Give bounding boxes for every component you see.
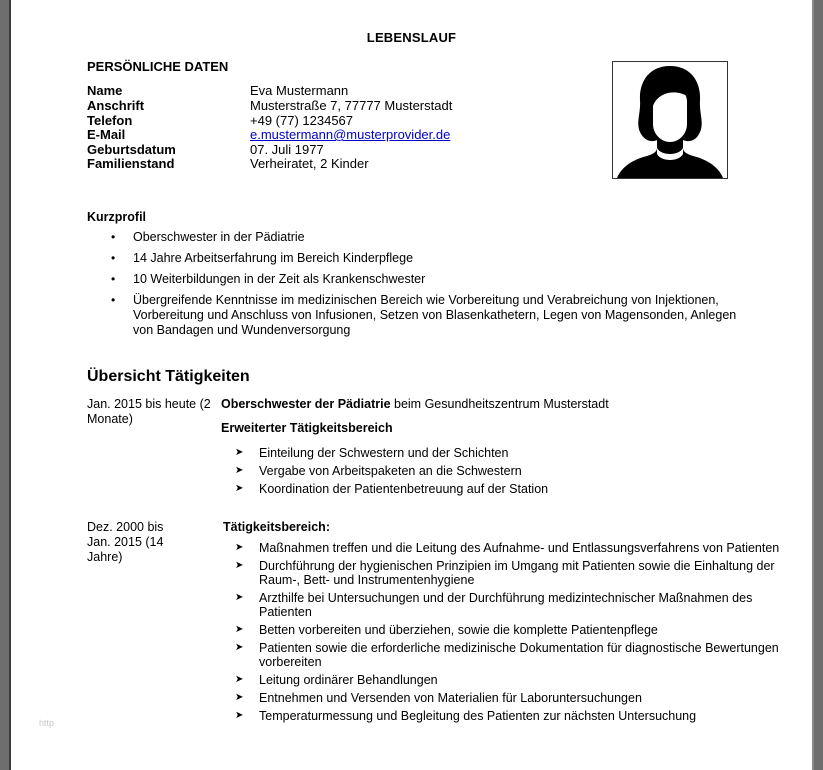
list-item: ➤ Vergabe von Arbeitspaketen an die Schwestern xyxy=(235,464,522,478)
arrow-bullet-icon: ➤ xyxy=(235,560,244,571)
bullet-dot-icon: • xyxy=(111,251,116,265)
entry2-task-list xyxy=(235,541,795,723)
list-item: ➤ Koordination der Patientenbetreuung auf der Station xyxy=(235,482,549,496)
activities-heading: Übersicht Tätigkeiten xyxy=(87,368,250,385)
arrow-bullet-icon: ➤ xyxy=(235,674,244,685)
arrow-bullet-icon: ➤ xyxy=(235,592,244,603)
watermark-text: http xyxy=(39,718,55,728)
family-label: Familienstand xyxy=(87,156,175,171)
name-label: Name xyxy=(87,83,123,98)
entry1-subheading: Erweiterter Tätigkeitsbereich xyxy=(221,421,393,435)
silhouette-avatar-icon xyxy=(612,61,728,179)
list-item: ➤ Durchführung der hygienischen Prinzipien im Umgang mit Patienten sowie die Einhaltung der Raum-, Bett- und Instrumentenhygiene xyxy=(235,559,775,587)
bullet-dot-icon: • xyxy=(111,272,116,286)
list-item: ➤ Arzthilfe bei Untersuchungen und der Durchführung medizintechnischer Maßnahmen des Patienten xyxy=(235,591,753,619)
arrow-bullet-icon: ➤ xyxy=(235,542,244,553)
entry2-subheading: Tätigkeitsbereich: xyxy=(223,520,330,534)
entry1-date: Jan. 2015 bis heute (2 Monate) xyxy=(87,397,211,426)
entry2-date: Dez. 2000 bis Jan. 2015 (14 Jahre) xyxy=(87,520,164,564)
list-item: • Oberschwester in der Pädiatrie xyxy=(111,230,305,244)
page-right-edge xyxy=(812,0,814,770)
cv-page xyxy=(9,0,814,770)
list-item: • Übergreifende Kenntnisse im medizinischen Bereich wie Vorbereitung und Verabreichung von Injektionen, Vorbereitung und Anschluss von Infusionen, Setzen von Blasenkathetern, Legen von Magensonden, Anlegen von Bandagen und Wundenversorgung xyxy=(111,293,737,337)
document-title: LEBENSLAUF xyxy=(366,30,457,45)
email-link[interactable]: e.mustermann@musterprovider.de xyxy=(250,127,451,142)
personal-data-heading: PERSÖNLICHE DATEN xyxy=(87,59,229,74)
arrow-bullet-icon: ➤ xyxy=(235,710,244,721)
list-item: • 10 Weiterbildungen in der Zeit als Krankenschwester xyxy=(111,272,426,286)
arrow-bullet-icon: ➤ xyxy=(235,692,244,703)
phone-value: +49 (77) 1234567 xyxy=(250,113,354,128)
birthdate-label: Geburtsdatum xyxy=(87,142,176,157)
entry1-position xyxy=(221,397,609,412)
list-item: ➤ Patienten sowie die erforderliche medizinische Dokumentation für diagnostische Bewertungen vorbereiten xyxy=(235,641,779,669)
address-label: Anschrift xyxy=(87,98,145,113)
bullet-dot-icon: • xyxy=(111,230,116,244)
arrow-bullet-icon: ➤ xyxy=(235,483,244,494)
kurzprofil-heading: Kurzprofil xyxy=(87,210,147,224)
phone-label: Telefon xyxy=(87,113,133,128)
family-value: Verheiratet, 2 Kinder xyxy=(250,156,369,171)
name-value: Eva Mustermann xyxy=(250,83,349,98)
list-item: ➤ Betten vorbereiten und überziehen, sowie die komplette Patientenpflege xyxy=(235,623,658,637)
page-left-edge xyxy=(9,0,11,770)
list-item: ➤ Leitung ordinärer Behandlungen xyxy=(235,673,438,687)
arrow-bullet-icon: ➤ xyxy=(235,465,244,476)
entry1-task-list xyxy=(235,446,795,496)
kurzprofil-list xyxy=(109,230,759,344)
arrow-bullet-icon: ➤ xyxy=(235,642,244,653)
address-value: Musterstraße 7, 77777 Musterstadt xyxy=(250,98,453,113)
arrow-bullet-icon: ➤ xyxy=(235,447,244,458)
list-item: ➤ Einteilung der Schwestern und der Schichten xyxy=(235,446,509,460)
arrow-bullet-icon: ➤ xyxy=(235,624,244,635)
bullet-dot-icon: • xyxy=(111,293,116,307)
entry1-employer: beim Gesundheitszentrum Musterstadt xyxy=(390,397,609,411)
list-item: ➤ Entnehmen und Versenden von Materialien für Laboruntersuchungen xyxy=(235,691,642,705)
list-item: • 14 Jahre Arbeitserfahrung im Bereich Kinderpflege xyxy=(111,251,414,265)
entry1-position-title: Oberschwester der Pädiatrie xyxy=(221,397,391,411)
list-item: ➤ Temperaturmessung und Begleitung des Patienten zur nächsten Untersuchung xyxy=(235,709,697,723)
birthdate-value: 07. Juli 1977 xyxy=(250,142,324,157)
email-label: E-Mail xyxy=(87,127,126,142)
list-item: ➤ Maßnahmen treffen und die Leitung des Aufnahme- und Entlassungsverfahrens von Patienten xyxy=(235,541,780,555)
